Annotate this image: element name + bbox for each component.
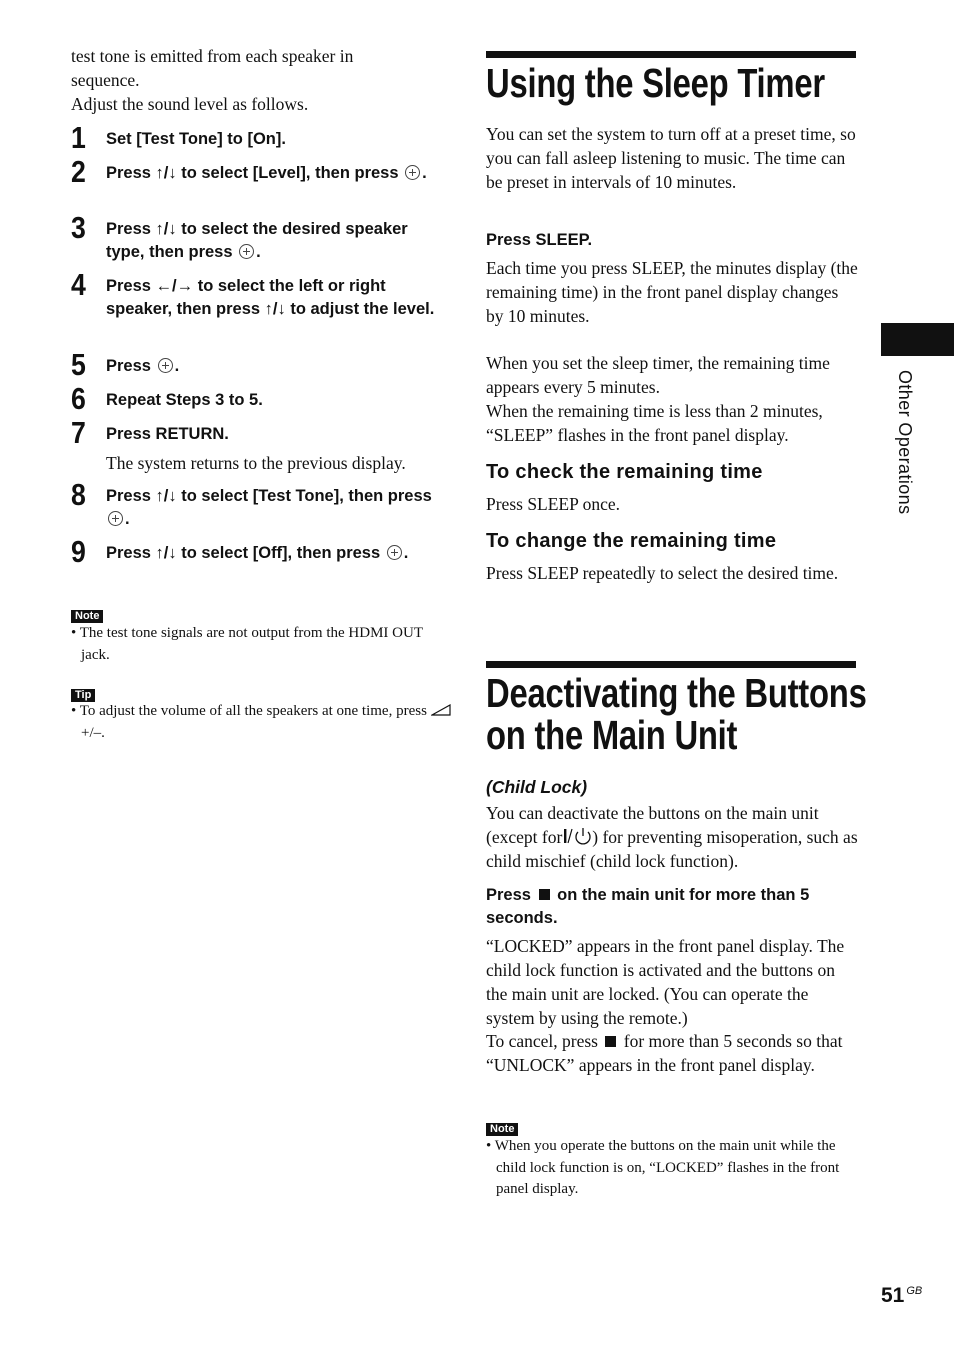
intro-text-2: Adjust the sound level as follows.	[71, 94, 309, 114]
enter-button-icon	[239, 244, 254, 259]
stop-button-icon	[539, 889, 550, 900]
check-remaining-text: Press SLEEP once.	[486, 494, 620, 514]
step-3: 3 Press ↑/↓ to select the desired speaker type, then press .	[71, 210, 408, 261]
child-lock-title-line-1: Deactivating the Buttons	[486, 670, 867, 716]
step-text: Press ↑/↓ to select the desired speaker type, then press	[106, 220, 408, 261]
volume-icon	[431, 704, 451, 716]
power-icon	[562, 827, 592, 845]
child-lock-action: Press on the main unit for more than 5 seconds.	[486, 886, 810, 927]
step-number: 9	[71, 534, 86, 569]
child-lock-paragraph-1: “LOCKED” appears in the front panel display. The child lock function is activated and the buttons on the main unit are locked. (You can operate the system by using the remote.)	[486, 936, 845, 1028]
step-number: 2	[71, 154, 86, 189]
step-number: 1	[71, 120, 86, 155]
step-7	[71, 415, 441, 475]
enter-button-icon	[387, 545, 402, 560]
enter-button-icon	[405, 165, 420, 180]
tip-label: Tip	[71, 685, 95, 703]
sleep-paragraph-3: When the remaining time is less than 2 minutes, “SLEEP” flashes in the front panel display.	[486, 401, 823, 445]
enter-button-icon	[108, 511, 123, 526]
step-text: Press ↑/↓ to select [Level], then press	[106, 164, 399, 182]
step-2: 2 Press ↑/↓ to select [Level], then press .	[71, 154, 427, 189]
step-text: Press ←/→ to select the left or right speaker, then press ↑/↓ to adjust the level.	[106, 277, 435, 318]
step-8: 8 Press ↑/↓ to select [Test Tone], then press .	[71, 477, 432, 528]
child-lock-intro: You can deactivate the buttons on the main unit (except for ) for preventing misoperation, such as child mischief (child lock function).	[486, 803, 858, 871]
side-tab-label: Other Operations	[895, 370, 915, 515]
note-label: Note	[486, 1119, 518, 1137]
step-text: Press RETURN.	[106, 425, 229, 443]
step-5: 5 Press .	[71, 347, 180, 382]
tip-text: • To adjust the volume of all the speakers at one time, press +/–.	[71, 701, 451, 744]
note-text: • When you operate the buttons on the main unit while the child lock function is on, “LOCKED” flashes in the front panel display.	[486, 1138, 840, 1197]
note-text: • The test tone signals are not output from the HDMI OUT jack.	[71, 625, 423, 663]
child-lock-paragraph-2: To cancel, press for more than 5 seconds so that “UNLOCK” appears in the front panel display.	[486, 1031, 843, 1075]
step-4	[71, 267, 441, 321]
step-text: Repeat Steps 3 to 5.	[106, 391, 263, 409]
stop-button-icon	[605, 1036, 616, 1047]
page-number: 51 $^{GB}$	[881, 1284, 923, 1307]
change-remaining-heading: To change the remaining time	[486, 530, 777, 552]
step-number: 8	[71, 477, 86, 512]
section-rule	[486, 51, 856, 58]
section-rule	[486, 661, 856, 668]
sleep-intro: You can set the system to turn off at a preset time, so you can fall asleep listening to music. The time can be preset in intervals of 10 minutes.	[486, 124, 856, 192]
sleep-paragraph-2: When you set the sleep timer, the remaining time appears every 5 minutes.	[486, 353, 830, 397]
step-text: Press ↑/↓ to select [Test Tone], then press	[106, 487, 432, 505]
step-number: 3	[71, 210, 86, 245]
step-6	[71, 381, 441, 416]
step-number: 6	[71, 381, 86, 416]
child-lock-title-line-2: on the Main Unit	[486, 712, 738, 758]
step-1	[71, 120, 441, 155]
sleep-timer-title: Using the Sleep Timer	[486, 60, 825, 106]
step-number: 5	[71, 347, 86, 382]
side-tab-marker	[881, 323, 954, 356]
change-remaining-text: Press SLEEP repeatedly to select the desired time.	[486, 563, 839, 583]
sleep-action: Press SLEEP.	[486, 231, 593, 249]
note-label: Note	[71, 606, 103, 624]
sleep-paragraph-1: Each time you press SLEEP, the minutes display (the remaining time) in the front panel display changes by 10 minutes.	[486, 258, 858, 326]
step-text: Set [Test Tone] to [On].	[106, 130, 286, 148]
step-detail: The system returns to the previous display.	[106, 453, 406, 473]
intro-text-1: test tone is emitted from each speaker in sequence.	[71, 46, 354, 90]
enter-button-icon	[158, 358, 173, 373]
step-number: 7	[71, 415, 86, 450]
step-text: Press	[106, 357, 151, 375]
step-9: 9 Press ↑/↓ to select [Off], then press .	[71, 534, 409, 569]
child-lock-subtitle: (Child Lock)	[486, 777, 588, 797]
step-text: Press ↑/↓ to select [Off], then press	[106, 544, 381, 562]
step-number: 4	[71, 267, 86, 302]
check-remaining-heading: To check the remaining time	[486, 461, 763, 483]
